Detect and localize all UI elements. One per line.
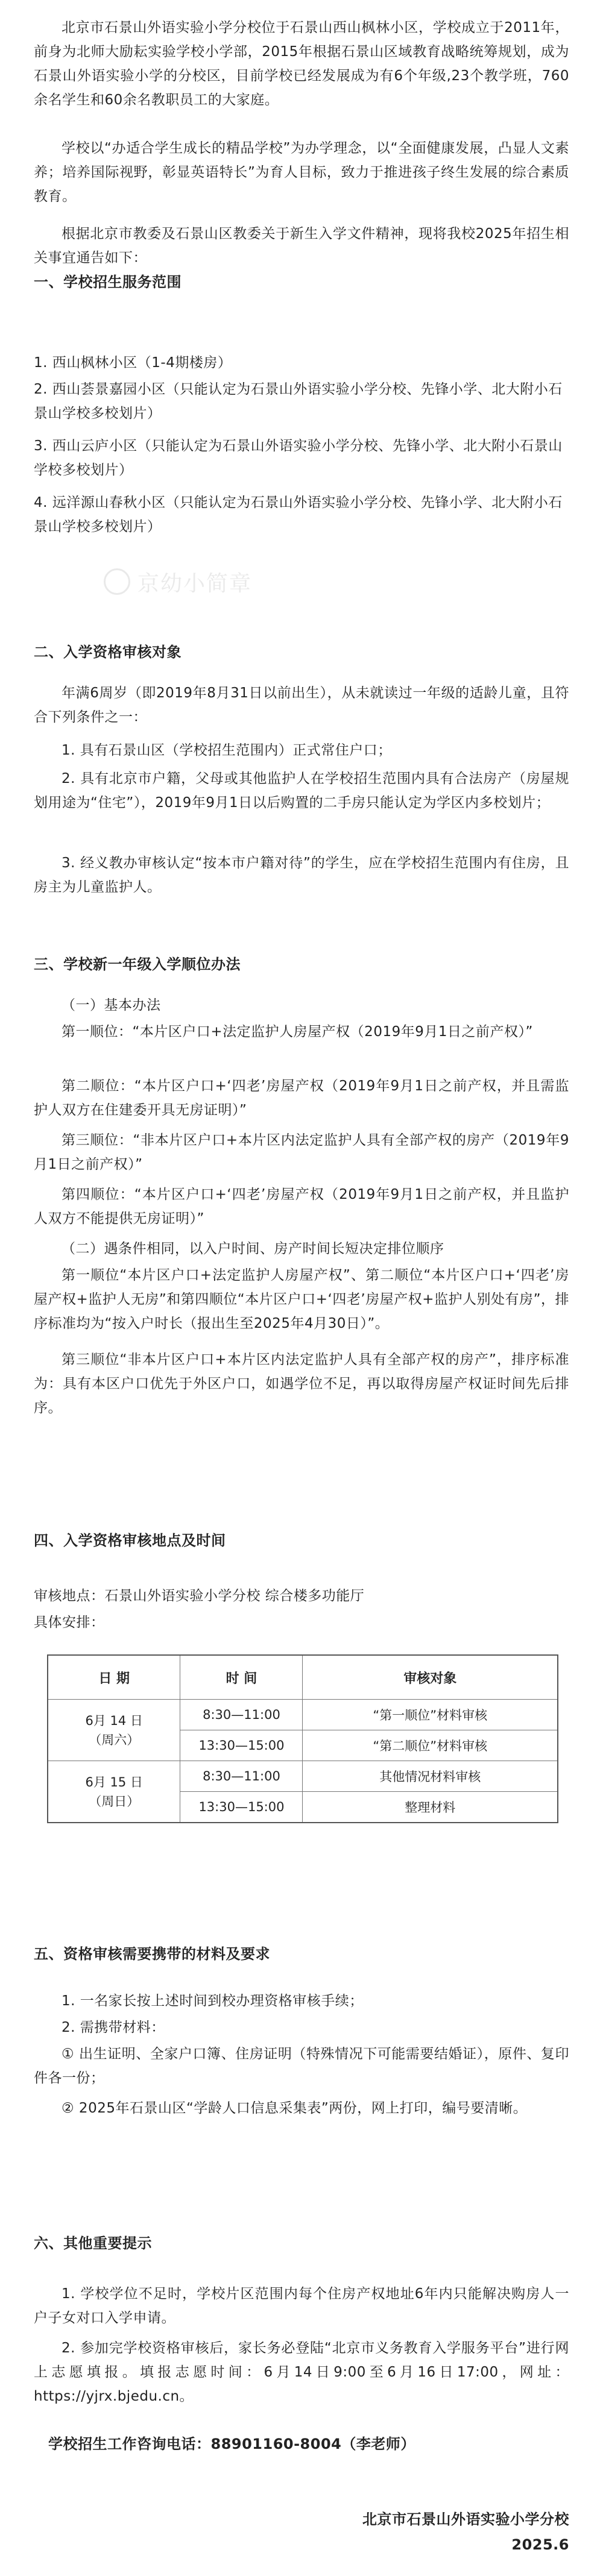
section1-title: 一、学校招生服务范围 (34, 274, 182, 291)
section6-title: 六、其他重要提示 (34, 2235, 152, 2252)
table-target-cell: “第一顺位”材料审核 (303, 1700, 558, 1730)
section6-item-2: 2. 参加完学校资格审核后，家长务必登陆“北京市义务教育入学服务平台”进行网上志愿填报。填报志愿时间：6月14日9:00至6月16日17:00，网址：https://yjrx.bjedu.cn。 (34, 2340, 569, 2404)
table-header-date: 日 期 (48, 1655, 180, 1700)
watermark-logo-icon (104, 568, 130, 595)
intro-paragraph-philosophy: 学校以“办适合学生成长的精品学校”为办学理念，以“全面健康发展，凸显人文素养；培养国际视野，彰显英语特长”为育人目标，致力于推进孩子终生发展的综合素质教育。 (34, 140, 569, 204)
section4-schedule-label: 具体安排： (34, 1615, 105, 1630)
schedule-table (47, 1654, 558, 1823)
section3-same-paragraph-1: 第一顺位“本片区户口+法定监护人房屋产权”、第二顺位“本片区户口+‘四老’房屋产权+监护人无房”和第四顺位“本片区户口+‘四老’房屋产权+监护人别处有房”，排序标准均为“按入户时长（报出生至2025年4月30日）”。 (34, 1268, 569, 1331)
table-row (48, 1700, 558, 1730)
section6-item-1: 1. 学校学位不足时，学校片区范围内每个住房产权地址6年内只能解决购房人一户子女对口入学申请。 (34, 2286, 569, 2326)
section3-same-paragraph-2: 第三顺位“非本片区户口+本片区内法定监护人具有全部产权的房产”，排序标准为：具有本区户口优先于外区户口，如遇学位不足，再以取得房屋产权证时间先后排序。 (34, 1352, 569, 1416)
table-header-row (48, 1655, 558, 1700)
table-target-cell: 其他情况材料审核 (303, 1761, 558, 1792)
section3-order-3: 第三顺位：“非本片区户口+本片区内法定监护人具有全部产权的房产（2019年9月1日之前产权）” (34, 1132, 569, 1172)
section3-order-1: 第一顺位：“本片区户口+法定监护人房屋产权（2019年9月1日之前产权）” (62, 1024, 533, 1040)
section5-title: 五、资格审核需要携带的材料及要求 (34, 1946, 270, 1962)
section3-same-title: （二）遇条件相同，以入户时间、房产时间长短决定排位顺序 (62, 1241, 444, 1257)
intro-paragraph-notice: 根据北京市教委及石景山区教委关于新生入学文件精神，现将我校2025年招生相关事宜通告如下： (34, 226, 569, 266)
contact-phone: 学校招生工作咨询电话：88901160-8004（李老师） (48, 2436, 415, 2452)
section2-intro: 年满6周岁（即2019年8月31日以前出生），从未就读过一年级的适龄儿童，且符合下列条件之一： (34, 685, 569, 725)
table-weekday: （周六） (89, 1732, 140, 1747)
section4-location: 审核地点：石景山外语实验小学分校 综合楼多功能厅 (34, 1588, 365, 1604)
section2-item-2: 2. 具有北京市户籍，父母或其他监护人在学校招生范围内具有合法房产（房屋规划用途为“住宅”），2019年9月1日以后购置的二手房只能认定为学区内多校划片； (34, 771, 569, 811)
section3-basic-title: （一）基本办法 (62, 997, 161, 1013)
table-target-cell: 整理材料 (303, 1792, 558, 1823)
table-date: 6月 15 日 (85, 1774, 143, 1789)
table-header-time: 时 间 (180, 1655, 303, 1700)
section2-title: 二、入学资格审核对象 (34, 644, 182, 661)
section5-item-3: ① 出生证明、全家户口簿、住房证明（特殊情况下可能需要结婚证），原件、复印件各一份； (34, 2046, 569, 2086)
section3-title: 三、学校新一年级入学顺位办法 (34, 956, 241, 973)
table-time-cell: 8:30—11:00 (180, 1761, 303, 1792)
section1-item-2: 2. 西山荟景嘉园小区（只能认定为石景山外语实验小学分校、先锋小学、北大附小石景山学校多校划片） (34, 382, 563, 421)
section5-item-4: ② 2025年石景山区“学龄人口信息采集表”两份，网上打印，编号要清晰。 (62, 2100, 528, 2116)
table-header-target: 审核对象 (303, 1655, 558, 1700)
table-time-cell: 8:30—11:00 (180, 1700, 303, 1730)
section2-item-3: 3. 经义教办审核认定“按本市户籍对待”的学生，应在学校招生范围内有住房，且房主为儿童监护人。 (34, 855, 569, 895)
section3-order-4: 第四顺位：“本片区户口+‘四老’房屋产权（2019年9月1日之前产权，并且监护人双方不能提供无房证明）” (34, 1187, 569, 1227)
section4-title: 四、入学资格审核地点及时间 (34, 1532, 226, 1549)
table-date-cell (48, 1761, 180, 1823)
table-weekday: （周日） (89, 1794, 140, 1809)
table-date-cell (48, 1700, 180, 1761)
intro-paragraph-school: 北京市石景山外语实验小学分校位于石景山西山枫林小区，学校成立于2011年，前身为北师大励耘实验学校小学部，2015年根据石景山区域教育战略统筹规划，成为石景山外语实验小学的分校区，目前学校已经发展成为有6个年级,23个教学班，760余名学生和60余名教职员工的大家庭。 (34, 20, 569, 108)
section5-item-2: 2. 需携带材料： (62, 2020, 165, 2035)
signature-date: 2025.6 (511, 2536, 569, 2553)
table-target-cell: “第二顺位”材料审核 (303, 1730, 558, 1761)
section1-item-4: 4. 远洋源山春秋小区（只能认定为石景山外语实验小学分校、先锋小学、北大附小石景山学校多校划片） (34, 495, 563, 535)
section2-item-1: 1. 具有石景山区（学校招生范围内）正式常住户口； (62, 743, 392, 758)
signature-school: 北京市石景山外语实验小学分校 (362, 2511, 569, 2528)
table-time-cell: 13:30—15:00 (180, 1792, 303, 1823)
watermark (104, 567, 303, 597)
section1-item-3: 3. 西山云庐小区（只能认定为石景山外语实验小学分校、先锋小学、北大附小石景山学校多校划片） (34, 438, 563, 478)
watermark-text: 京幼小简章 (137, 571, 253, 596)
section1-item-1: 1. 西山枫林小区（1-4期楼房） (34, 355, 232, 371)
table-date: 6月 14 日 (85, 1713, 143, 1728)
table-row (48, 1761, 558, 1792)
section3-order-2: 第二顺位：“本片区户口+‘四老’房屋产权（2019年9月1日之前产权，并且需监护人双方在住建委开具无房证明）” (34, 1078, 569, 1118)
table-time-cell: 13:30—15:00 (180, 1730, 303, 1761)
section5-item-1: 1. 一名家长按上述时间到校办理资格审核手续； (62, 1993, 364, 2009)
